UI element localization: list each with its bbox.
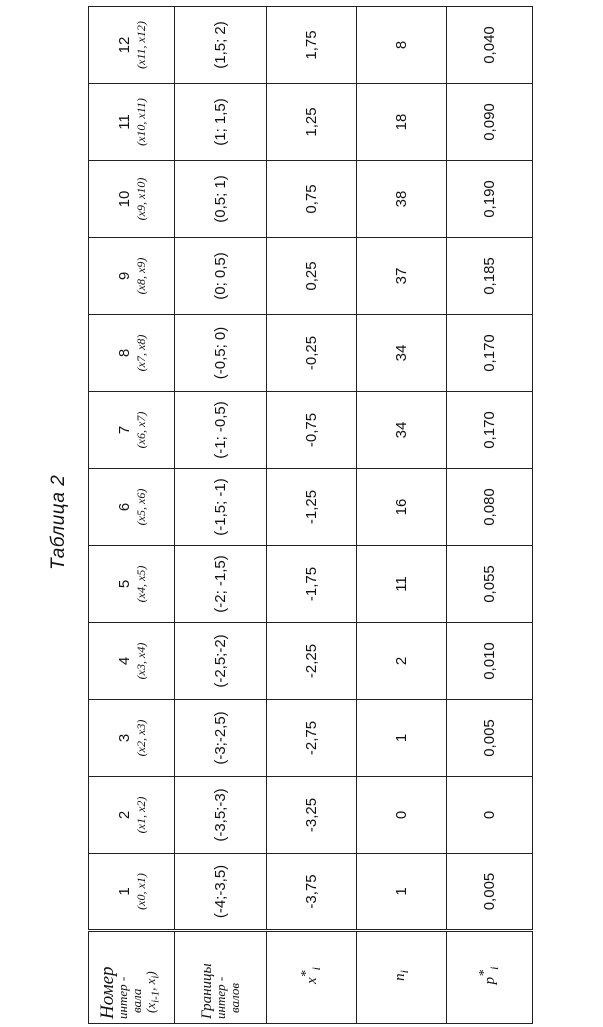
midpoint-cell: -3,25 <box>267 777 357 854</box>
row-interval-bounds <box>175 7 267 1024</box>
table-title: Таблица 2 <box>48 474 69 570</box>
relative-frequency-cell: 0 <box>447 777 533 854</box>
interval-number-cell: 7 (x6, x7) <box>89 392 175 469</box>
frequency-cell: 8 <box>357 7 447 84</box>
midpoint-cell: -3,75 <box>267 854 357 931</box>
midpoint-cell: -0,75 <box>267 392 357 469</box>
interval-number-cell: 4 (x3, x4) <box>89 623 175 700</box>
interval-number-cell: 1 (x0, x1) <box>89 854 175 931</box>
relative-frequency-cell: 0,055 <box>447 546 533 623</box>
row-frequencies <box>357 7 447 1024</box>
frequency-cell: 18 <box>357 84 447 161</box>
header-relative-frequency: $p^*_i$ <box>447 931 533 1024</box>
relative-frequency-cell: 0,005 <box>447 700 533 777</box>
relative-frequency-cell: 0,170 <box>447 315 533 392</box>
header-interval-bounds: Границы интер - валов <box>175 931 267 1024</box>
header-midpoint: $x^*_i$ <box>267 931 357 1024</box>
midpoint-cell: 1,75 <box>267 7 357 84</box>
frequency-cell: 34 <box>357 315 447 392</box>
interval-number-cell: 6 (x5, x6) <box>89 469 175 546</box>
bounds-cell: (-4;-3,5) <box>175 854 267 931</box>
bounds-cell: (-1; -0,5) <box>175 392 267 469</box>
relative-frequency-cell: 0,170 <box>447 392 533 469</box>
midpoint-cell: -1,75 <box>267 546 357 623</box>
interval-number-cell: 11 (x10, x11) <box>89 84 175 161</box>
relative-frequency-cell: 0,090 <box>447 84 533 161</box>
frequency-cell: 37 <box>357 238 447 315</box>
interval-number-cell: 8 (x7, x8) <box>89 315 175 392</box>
interval-number-cell: 10 (x9, x10) <box>89 161 175 238</box>
midpoint-cell: -1,25 <box>267 469 357 546</box>
bounds-cell: (-3,5;-3) <box>175 777 267 854</box>
frequency-cell: 1 <box>357 854 447 931</box>
relative-frequency-cell: 0,185 <box>447 238 533 315</box>
interval-number-cell: 9 (x8, x9) <box>89 238 175 315</box>
bounds-cell: (-3;-2,5) <box>175 700 267 777</box>
frequency-cell: 16 <box>357 469 447 546</box>
relative-frequency-cell: 0,190 <box>447 161 533 238</box>
interval-number-cell: 12 (x11, x12) <box>89 7 175 84</box>
frequency-cell: 34 <box>357 392 447 469</box>
midpoint-cell: -2,75 <box>267 700 357 777</box>
row-relative-frequencies <box>447 7 533 1024</box>
midpoint-cell: 0,25 <box>267 238 357 315</box>
frequency-cell: 11 <box>357 546 447 623</box>
frequency-cell: 2 <box>357 623 447 700</box>
midpoint-cell: 1,25 <box>267 84 357 161</box>
midpoint-cell: 0,75 <box>267 161 357 238</box>
relative-frequency-cell: 0,005 <box>447 854 533 931</box>
header-interval-number: Номер интер - вала ($x_{i-1}$, $x_i$) <box>89 931 175 1024</box>
relative-frequency-cell: 0,040 <box>447 7 533 84</box>
bounds-cell: (0; 0,5) <box>175 238 267 315</box>
header-frequency: $n_i$ <box>357 931 447 1024</box>
bounds-cell: (-2,5;-2) <box>175 623 267 700</box>
bounds-cell: (1,5; 2) <box>175 7 267 84</box>
frequency-cell: 1 <box>357 700 447 777</box>
relative-frequency-cell: 0,010 <box>447 623 533 700</box>
data-table <box>88 6 533 1024</box>
bounds-cell: (-1,5; -1) <box>175 469 267 546</box>
row-midpoints <box>267 7 357 1024</box>
frequency-cell: 38 <box>357 161 447 238</box>
midpoint-cell: -0,25 <box>267 315 357 392</box>
frequency-cell: 0 <box>357 777 447 854</box>
interval-number-cell: 3 (x2, x3) <box>89 700 175 777</box>
midpoint-cell: -2,25 <box>267 623 357 700</box>
relative-frequency-cell: 0,080 <box>447 469 533 546</box>
row-interval-number <box>89 7 175 1024</box>
interval-number-cell: 2 (x1, x2) <box>89 777 175 854</box>
bounds-cell: (0,5; 1) <box>175 161 267 238</box>
bounds-cell: (-0,5; 0) <box>175 315 267 392</box>
bounds-cell: (-2; -1,5) <box>175 546 267 623</box>
bounds-cell: (1; 1,5) <box>175 84 267 161</box>
interval-number-cell: 5 (x4, x5) <box>89 546 175 623</box>
